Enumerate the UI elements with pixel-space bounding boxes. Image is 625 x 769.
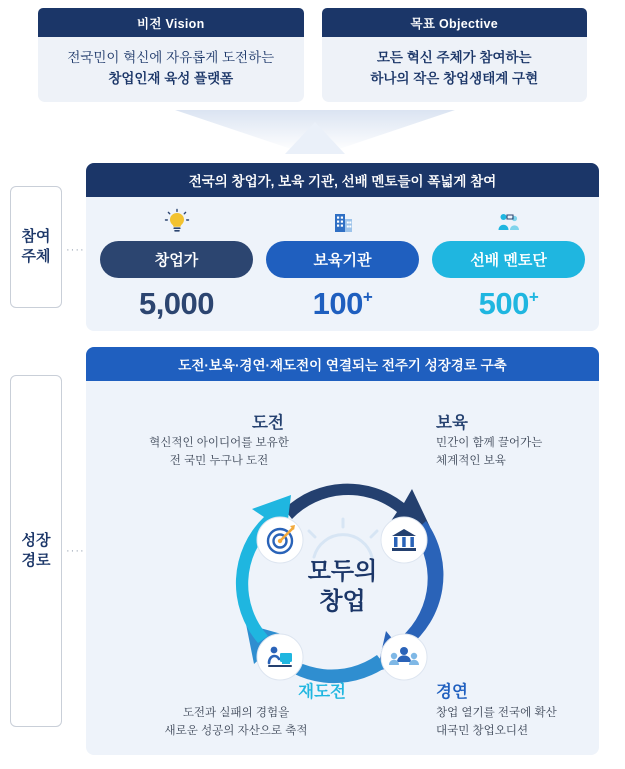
participant-item-institutions bbox=[266, 208, 419, 322]
participant-count-mentors-sup: + bbox=[528, 287, 539, 307]
node-desc-incubation-line1: 민간이 함께 끌어가는 bbox=[436, 437, 543, 449]
connector-dots-participants: ···· bbox=[66, 244, 85, 256]
node-title-rechallenge: 재도전 bbox=[298, 683, 346, 701]
objective-card-header: 목표 Objective bbox=[322, 8, 588, 37]
vision-card bbox=[38, 8, 304, 102]
vision-line-1: 전국민이 혁신에 자유롭게 도전하는 bbox=[67, 50, 275, 65]
node-desc-rechallenge-line2: 새로운 성공의 자산으로 축적 bbox=[164, 725, 308, 737]
building-icon bbox=[266, 208, 419, 238]
participant-item-mentors bbox=[432, 208, 585, 322]
top-cards-row bbox=[0, 0, 625, 102]
target-dart-icon bbox=[256, 516, 304, 569]
participant-pill-founders: 창업가 bbox=[100, 241, 253, 278]
participant-count-founders bbox=[100, 286, 253, 322]
cycle-center-line1: 모두의 bbox=[307, 558, 378, 585]
objective-line-1: 모든 혁신 주체가 참여하는 bbox=[376, 50, 532, 65]
participant-item-founders bbox=[100, 208, 253, 322]
side-label-growth-path bbox=[10, 375, 62, 727]
objective-card-body bbox=[322, 37, 588, 102]
participants-pill-row bbox=[100, 208, 585, 322]
participant-count-institutions-sup: + bbox=[362, 287, 373, 307]
side-label-participants-line2: 주체 bbox=[21, 248, 51, 265]
objective-card bbox=[322, 8, 588, 102]
growth-path-section bbox=[86, 347, 599, 755]
lightbulb-idea-icon bbox=[100, 208, 253, 238]
vision-line-2: 창업인재 육성 플랫폼 bbox=[108, 70, 234, 86]
node-title-challenge: 도전 bbox=[252, 414, 284, 432]
node-desc-rechallenge-line1: 도전과 실패의 경험을 bbox=[182, 707, 290, 719]
node-desc-incubation-line2: 체계적인 보육 bbox=[436, 455, 506, 467]
participant-count-mentors bbox=[432, 286, 585, 322]
node-desc-challenge-line2: 전 국민 누구나 도전 bbox=[169, 455, 269, 467]
people-group-icon bbox=[380, 633, 428, 686]
participant-pill-mentors: 선배 멘토단 bbox=[432, 241, 585, 278]
connector-dots-growth: ···· bbox=[66, 545, 85, 557]
cycle-center-label bbox=[308, 557, 378, 617]
vision-card-body bbox=[38, 37, 304, 102]
cycle-center-line2: 창업 bbox=[319, 588, 366, 615]
participant-count-mentors-value: 500 bbox=[478, 286, 529, 321]
growth-cycle-diagram bbox=[86, 381, 599, 755]
participants-section-header: 전국의 창업가, 보육 기관, 선배 멘토들이 폭넓게 참여 bbox=[86, 163, 599, 197]
participant-count-founders-value: 5,000 bbox=[138, 286, 215, 321]
side-label-growth-line2: 경로 bbox=[21, 552, 51, 569]
participants-section bbox=[86, 163, 599, 331]
node-desc-competition-line2: 대국민 창업오디션 bbox=[436, 725, 529, 737]
participant-count-institutions-value: 100 bbox=[312, 286, 363, 321]
node-desc-competition-line1: 창업 열기를 전국에 확산 bbox=[436, 707, 557, 719]
objective-line-2: 하나의 작은 창업생태계 구현 bbox=[370, 70, 539, 86]
side-label-growth-line1: 성장 bbox=[21, 531, 51, 549]
node-title-incubation: 보육 bbox=[436, 414, 468, 432]
side-label-participants bbox=[10, 186, 62, 308]
participant-count-institutions bbox=[266, 286, 419, 322]
node-desc-challenge-line1: 혁신적인 아이디어를 보유한 bbox=[149, 437, 289, 449]
mentor-icon bbox=[432, 208, 585, 238]
participant-pill-institutions: 보육기관 bbox=[266, 241, 419, 278]
side-label-participants-line1: 참여 bbox=[21, 227, 51, 245]
growth-path-section-header: 도전·보육·경연·재도전이 연결되는 전주기 성장경로 구축 bbox=[86, 347, 599, 381]
node-title-competition: 경연 bbox=[436, 683, 468, 701]
vision-card-header: 비전 Vision bbox=[38, 8, 304, 37]
institution-icon bbox=[380, 516, 428, 569]
funnel-connector-icon bbox=[0, 110, 625, 162]
